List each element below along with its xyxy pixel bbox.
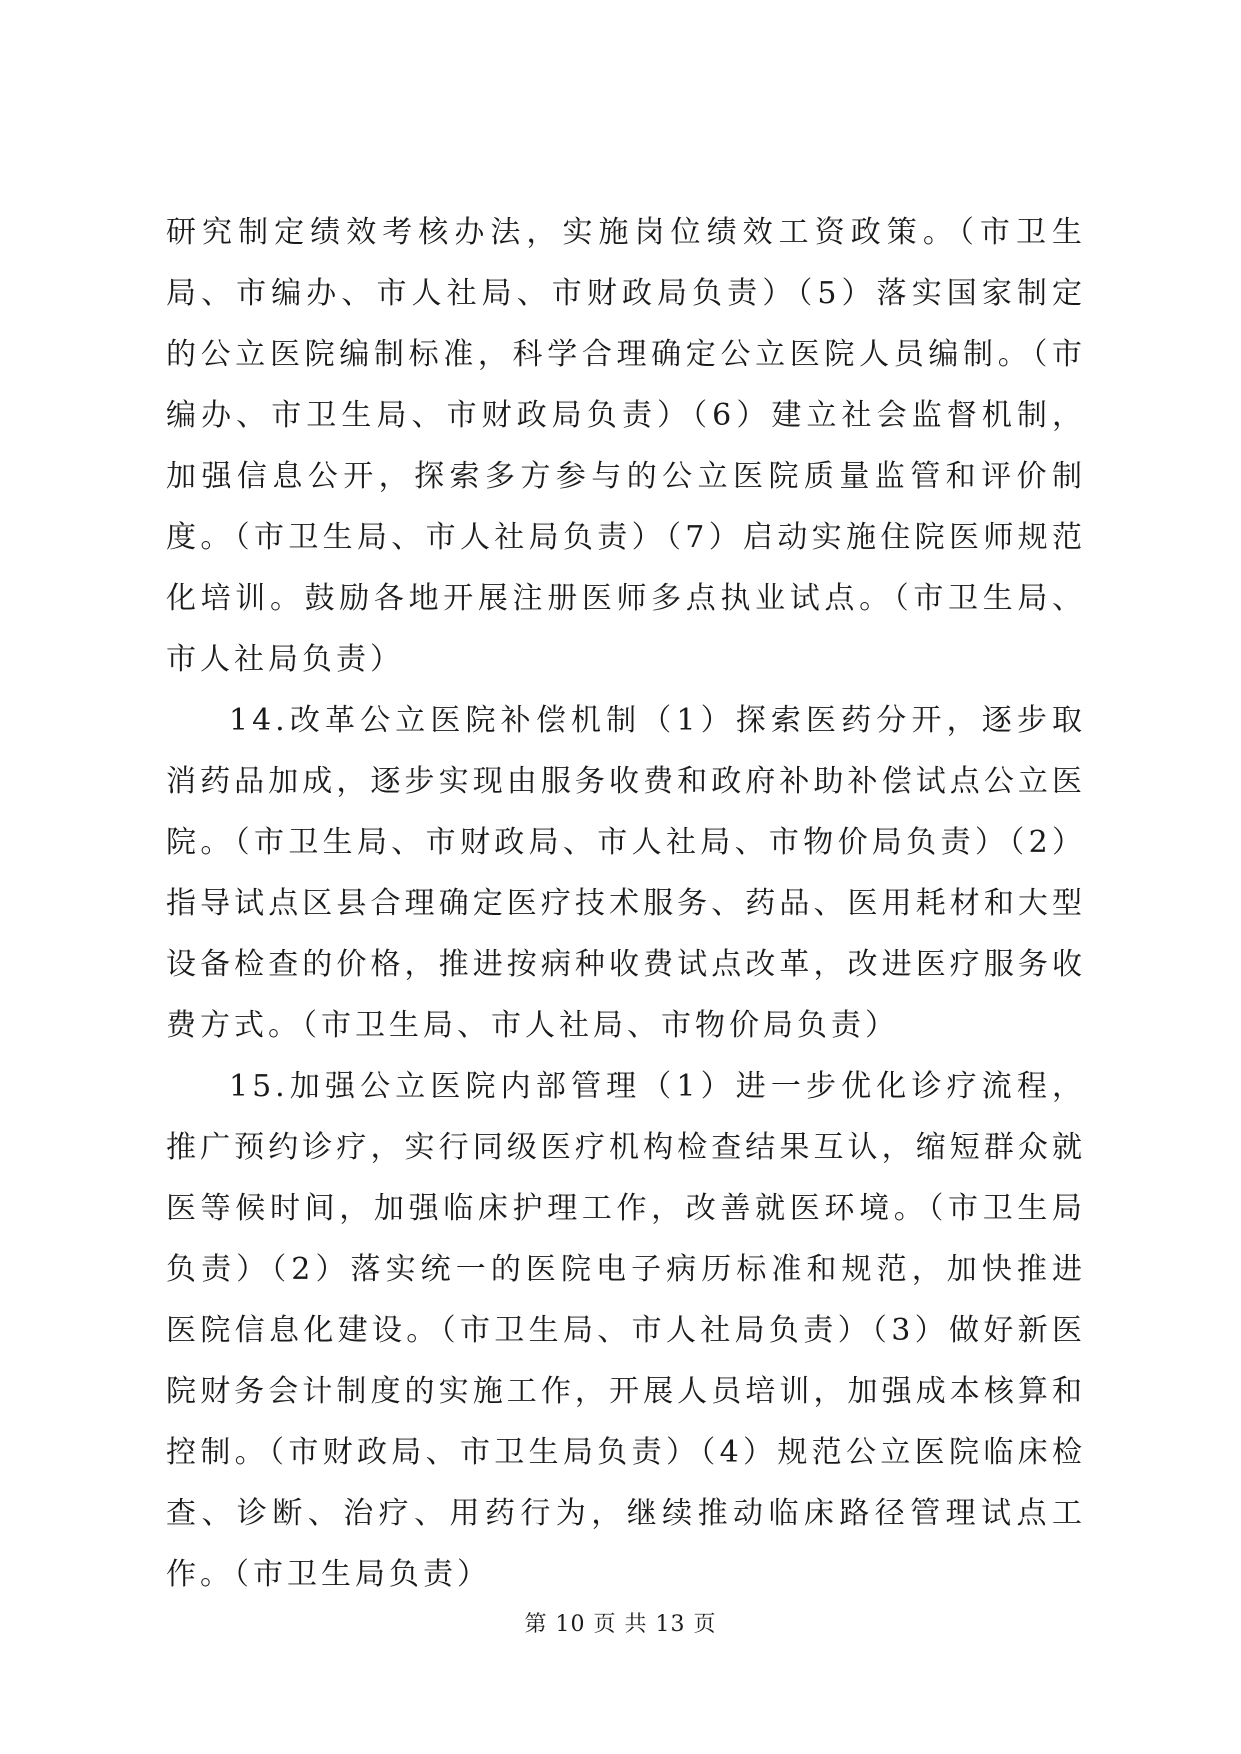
document-body [166, 202, 1086, 1605]
paragraph-item-15: 15.加强公立医院内部管理（1）进一步优化诊疗流程，推广预约诊疗，实行同级医疗机构检查结果互认，缩短群众就医等候时间，加强临床护理工作，改善就医环境。（市卫生局负责）（2）落实统一的医院电子病历标准和规范，加快推进医院信息化建设。（市卫生局、市人社局负责）（3）做好新医院财务会计制度的实施工作，开展人员培训，加强成本核算和控制。（市财政局、市卫生局负责）（4）规范公立医院临床检查、诊断、治疗、用药行为，继续推动临床路径管理试点工作。（市卫生局负责） [166, 1069, 1086, 1592]
paragraph-continuation: 研究制定绩效考核办法，实施岗位绩效工资政策。（市卫生局、市编办、市人社局、市财政局负责）（5）落实国家制定的公立医院编制标准，科学合理确定公立医院人员编制。（市编办、市卫生局、市财政局负责）（6）建立社会监督机制，加强信息公开，探索多方参与的公立医院质量监管和评价制度。（市卫生局、市人社局负责）（7）启动实施住院医师规范化培训。鼓励各地开展注册医师多点执业试点。（市卫生局、市人社局负责） [166, 215, 1086, 677]
page-number-footer: 第 10 页 共 13 页 [524, 1612, 717, 1637]
paragraph-item-14: 14.改革公立医院补偿机制（1）探索医药分开，逐步取消药品加成，逐步实现由服务收费和政府补助补偿试点公立医院。（市卫生局、市财政局、市人社局、市物价局负责）（2）指导试点区县合理确定医疗技术服务、药品、医用耗材和大型设备检查的价格，推进按病种收费试点改革，改进医疗服务收费方式。（市卫生局、市人社局、市物价局负责） [166, 703, 1086, 1043]
